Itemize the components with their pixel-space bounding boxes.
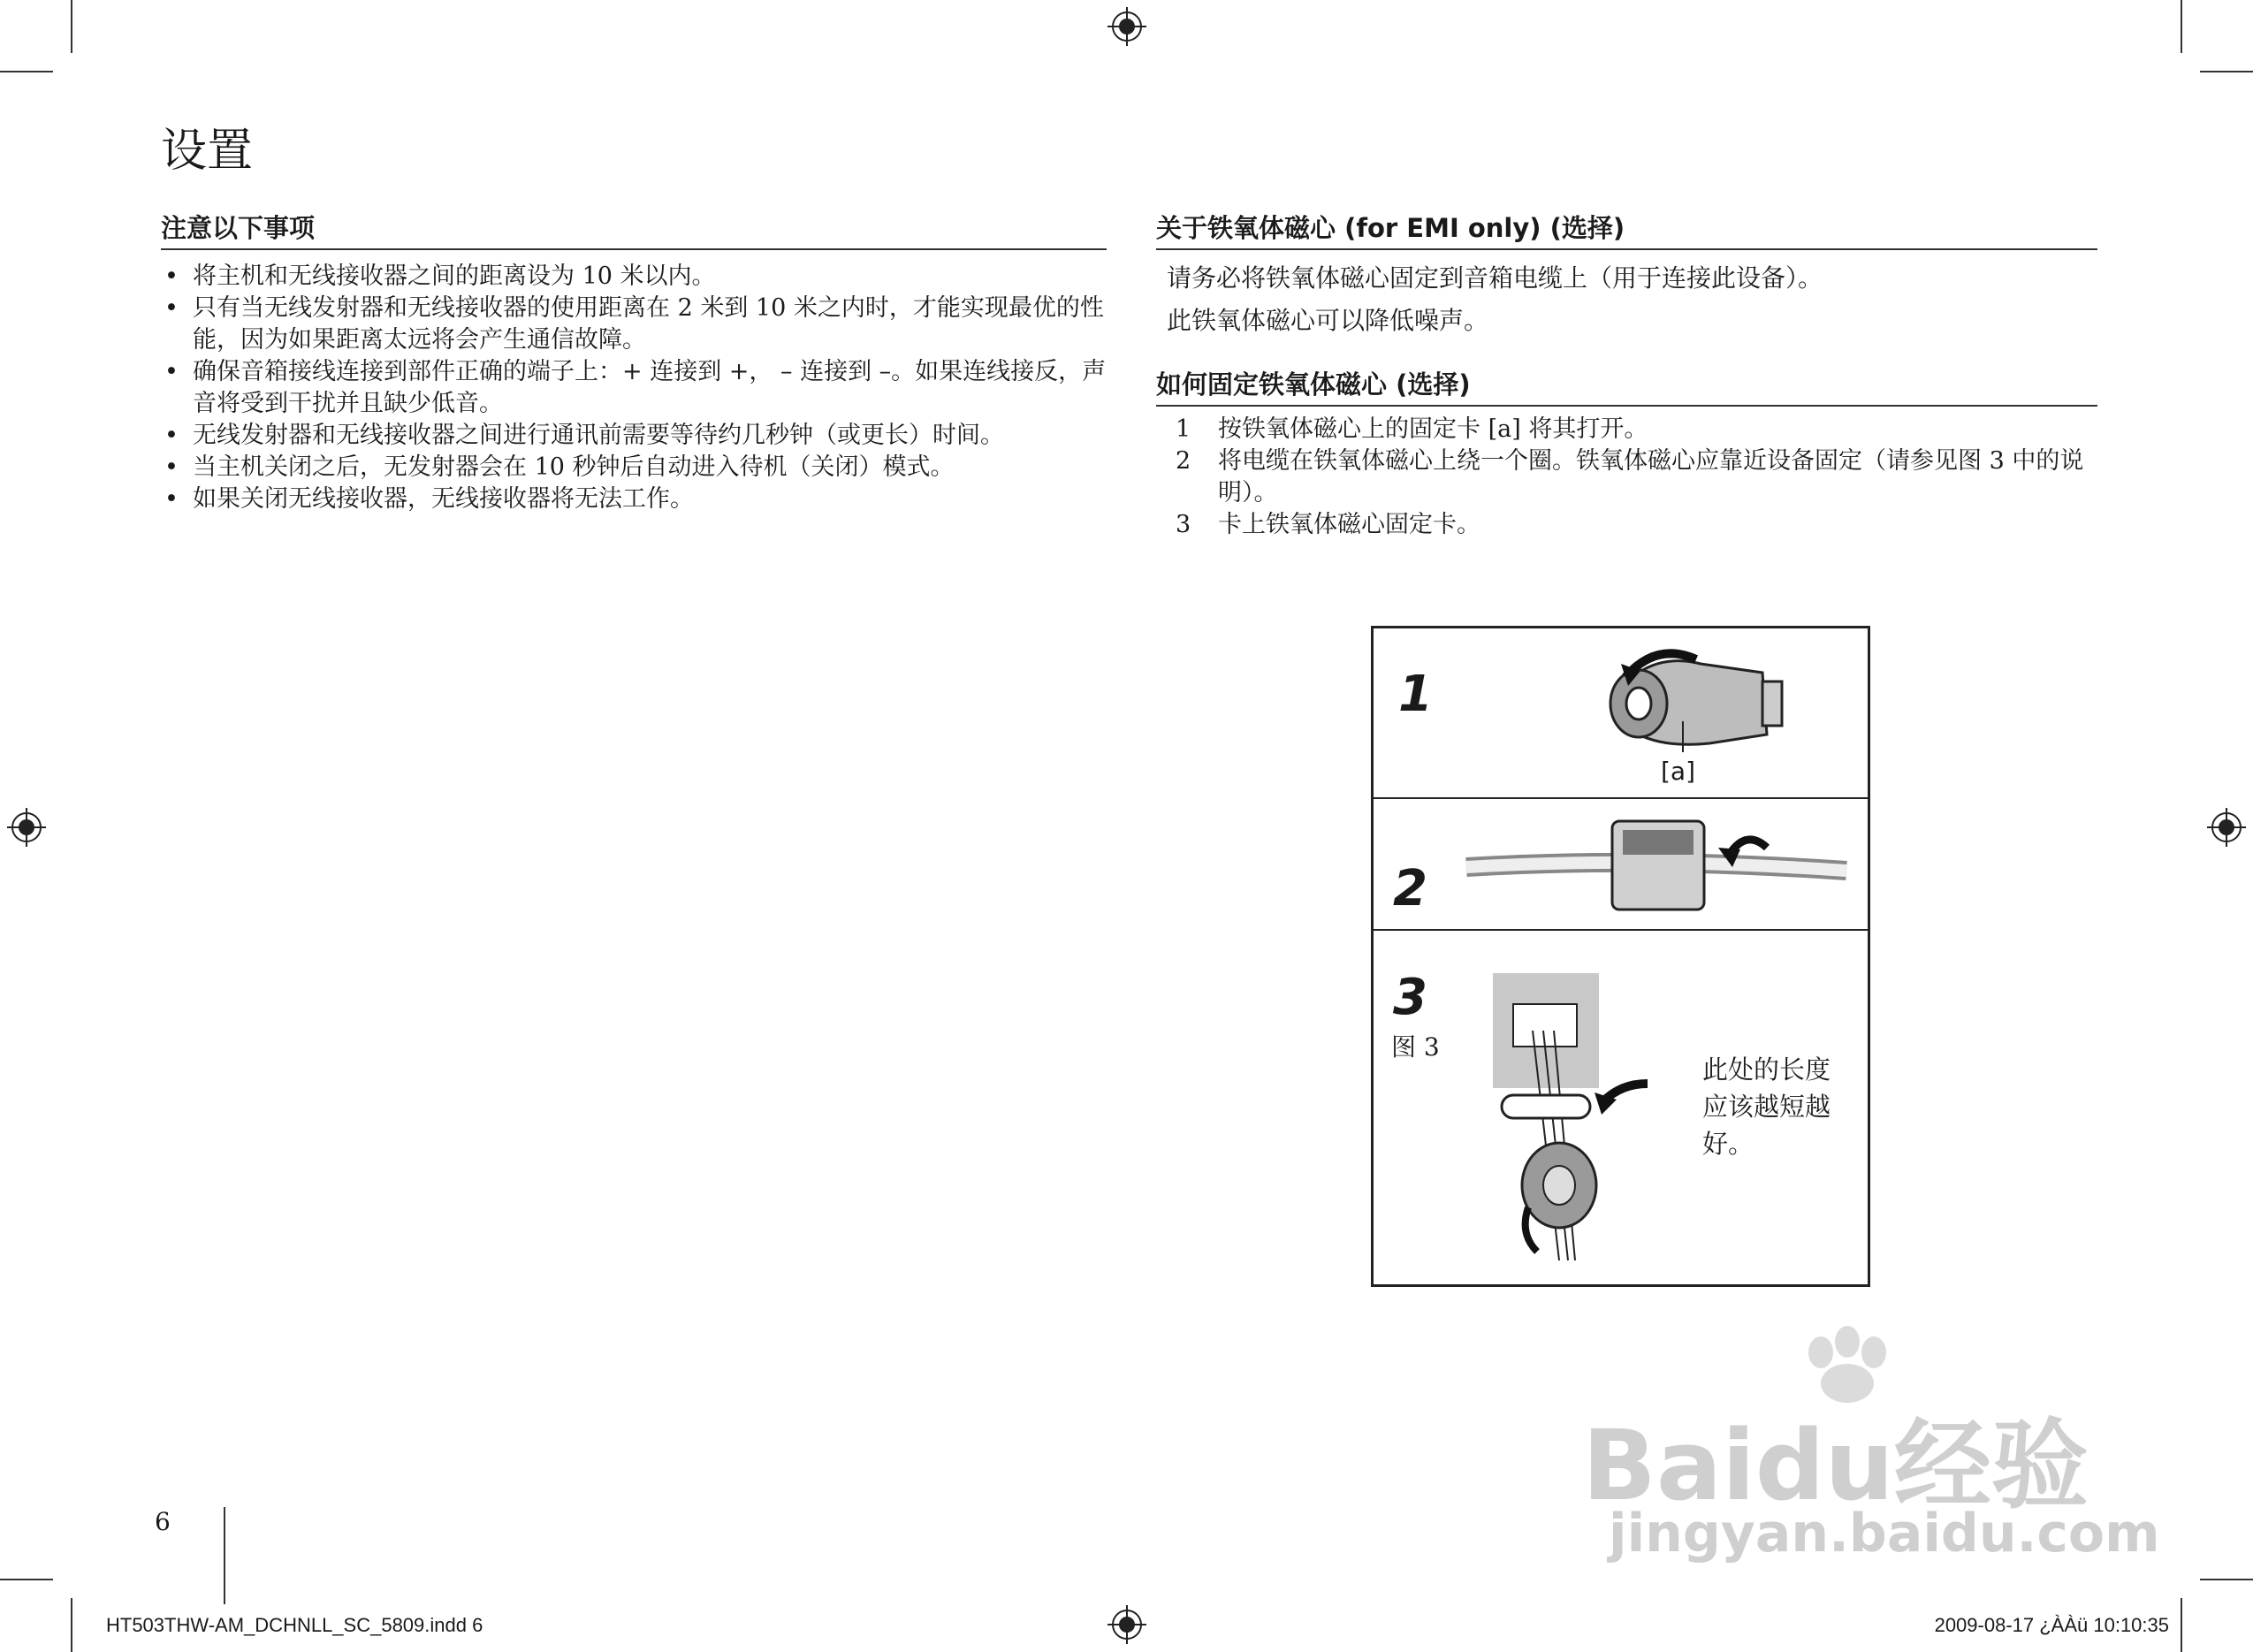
crop-mark	[2200, 1579, 2253, 1580]
crop-mark	[2181, 1598, 2182, 1652]
registration-mark-top	[1107, 7, 1146, 46]
figure-caption: 图 3	[1391, 1032, 1440, 1062]
note-line: 应该越短越	[1702, 1092, 1831, 1122]
crop-mark	[71, 1598, 72, 1652]
step-number: 1	[1176, 415, 1191, 443]
notes-list	[161, 261, 1107, 515]
ferrite-heading: 关于铁氧体磁心 (for EMI only) (选择)	[1156, 209, 2097, 250]
crop-mark	[0, 1579, 53, 1580]
left-section-heading: 注意以下事项	[161, 209, 1107, 250]
list-item	[1156, 445, 2097, 509]
step-number: 2	[1176, 447, 1191, 475]
note-line: 此处的长度	[1702, 1054, 1831, 1085]
cable-loop-illustration	[1462, 805, 1851, 925]
step-text: 卡上铁氧体磁心固定卡。	[1218, 511, 1480, 538]
crop-mark	[0, 71, 53, 72]
step-text: 将电缆在铁氧体磁心上绕一个圈。铁氧体磁心应靠近设备固定（请参见图 3 中的说明）。	[1218, 447, 2084, 506]
length-note	[1702, 1051, 1831, 1162]
list-item	[1156, 509, 2097, 541]
page-number: 6	[155, 1507, 171, 1536]
baidu-watermark	[1582, 1326, 2160, 1573]
registration-mark-left	[7, 808, 46, 847]
crop-mark	[2200, 71, 2253, 72]
panel-divider	[1374, 797, 1868, 799]
left-section	[161, 209, 1107, 515]
ferrite-line: 请务必将铁氧体磁心固定到音箱电缆上（用于连接此设备）。	[1167, 263, 1823, 293]
ferrite-line: 此铁氧体磁心可以降低噪声。	[1167, 306, 1489, 335]
panel-number: 3	[1393, 969, 1427, 1026]
footer-timestamp: 2009-08-17 ¿ÀÀü 10:10:35	[1934, 1614, 2169, 1636]
crop-mark	[71, 0, 72, 53]
step-number: 3	[1176, 511, 1191, 538]
crop-mark	[2181, 0, 2182, 53]
steps-list	[1156, 414, 2097, 541]
panel-divider	[1374, 929, 1868, 931]
how-to-heading: 如何固定铁氧体磁心 (选择)	[1156, 365, 2097, 407]
list-item: • 如果关闭无线接收器，无线接收器将无法工作。	[161, 483, 1107, 515]
list-item: • 将主机和无线接收器之间的距离设为 10 米以内。	[161, 261, 1107, 293]
list-item: • 无线发射器和无线接收器之间进行通讯前需要等待约几秒钟（或更长）时间。	[161, 420, 1107, 452]
panel-number: 1	[1398, 666, 1433, 723]
note-line: 好。	[1702, 1129, 1754, 1159]
panel-number: 2	[1393, 860, 1427, 917]
right-section	[1156, 209, 2097, 541]
registration-mark-right	[2207, 808, 2246, 847]
list-item: • 确保音箱接线连接到部件正确的端子上：+ 连接到 +， – 连接到 –。如果连线接反，声音将受到干扰并且缺少低音。	[161, 356, 1107, 420]
ferrite-text	[1156, 257, 2097, 342]
ferrite-figure	[1371, 626, 1870, 1287]
step-text: 按铁氧体磁心上的固定卡 [a] 将其打开。	[1218, 415, 1648, 443]
footer-filename: HT503THW-AM_DCHNLL_SC_5809.indd 6	[106, 1614, 483, 1636]
page-number-rule	[224, 1507, 225, 1604]
page-title: 设置	[161, 125, 254, 178]
label-a: [a]	[1661, 757, 1696, 786]
watermark-sub: jingyan.baidu.com	[1609, 1503, 2160, 1564]
list-item	[1156, 414, 2097, 445]
ferrite-core-open-illustration	[1586, 637, 1833, 788]
registration-mark-bottom	[1107, 1605, 1146, 1644]
list-item: • 当主机关闭之后，无发射器会在 10 秒钟后自动进入待机（关闭）模式。	[161, 452, 1107, 483]
list-item: • 只有当无线发射器和无线接收器的使用距离在 2 米到 10 米之内时，才能实现最优的性能，因为如果距离太远将会产生通信故障。	[161, 293, 1107, 356]
ferrite-on-cable-illustration	[1488, 969, 1709, 1287]
watermark-main: Baidu经验	[1582, 1409, 2089, 1522]
